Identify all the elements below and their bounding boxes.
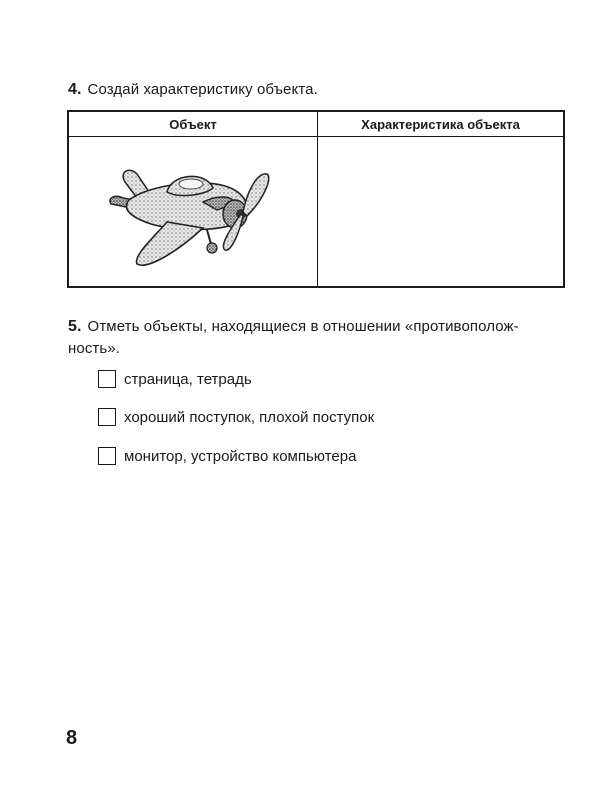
option-checkbox[interactable] <box>98 447 116 465</box>
option-label: страница, тетрадь <box>124 370 252 388</box>
task-4-number: 4. <box>68 81 82 98</box>
task-5-title-line2: ность». <box>68 340 121 357</box>
column-header-object: Объект <box>68 111 318 137</box>
characteristic-cell[interactable] <box>318 137 565 288</box>
task-5-header <box>68 316 568 360</box>
task-5-title-line1: Отметь объекты, находящиеся в отношении «противополож- <box>87 318 519 335</box>
object-characteristics-table <box>67 110 565 288</box>
option-label: хороший поступок, плохой поступок <box>124 408 375 426</box>
airplane-icon <box>107 152 277 272</box>
option-label: монитор, устройство компьютера <box>124 447 357 465</box>
option-checkbox[interactable] <box>98 370 116 388</box>
task-4-header <box>68 80 318 100</box>
option-row <box>98 406 374 428</box>
column-header-characteristic: Характеристика объекта <box>318 111 565 137</box>
option-checkbox[interactable] <box>98 408 116 426</box>
task-4-title: Создай характеристику объекта. <box>87 81 318 98</box>
option-row <box>98 368 252 390</box>
page-number: 8 <box>66 727 78 749</box>
object-cell <box>68 137 318 288</box>
option-row <box>98 445 356 467</box>
task-5-number: 5. <box>68 318 82 335</box>
